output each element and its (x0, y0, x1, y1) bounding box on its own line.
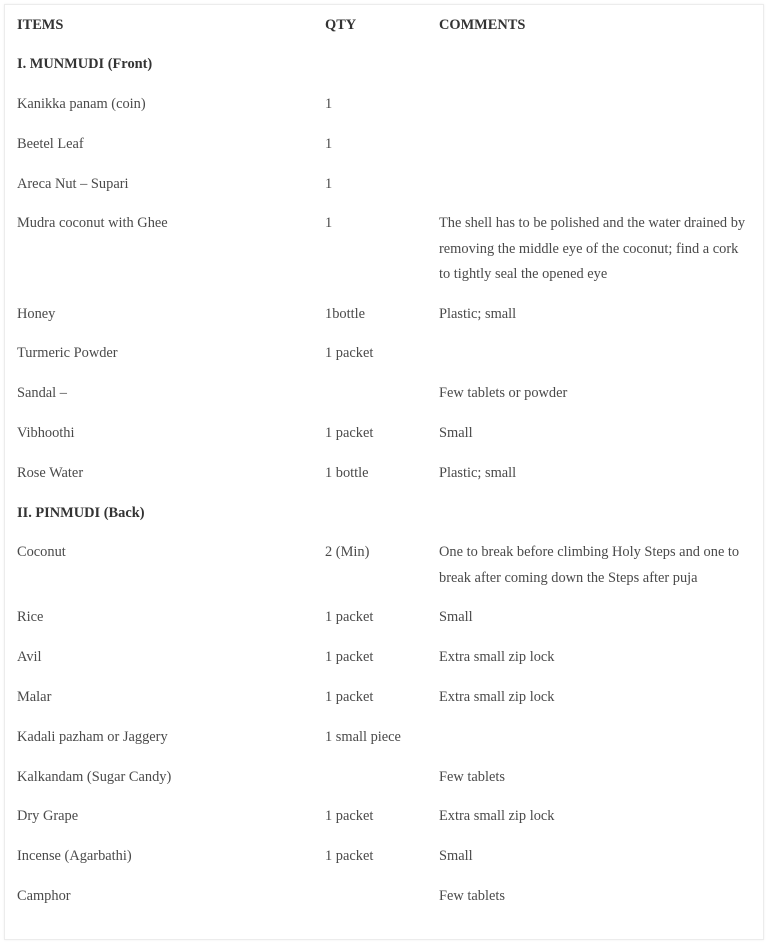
section-row (5, 493, 763, 533)
qty-cell: 1 packet (325, 848, 374, 865)
comment-cell: One to break before climbing Holy Steps and one to break after coming down the Steps after puja (439, 544, 740, 586)
table-row (5, 757, 763, 797)
item-cell: Honey (17, 305, 56, 322)
item-cell: Kalkandam (Sugar Candy) (17, 768, 172, 785)
comment-cell: Few tablets or powder (439, 385, 568, 402)
table-row (5, 837, 763, 877)
item-cell: Sandal – (17, 385, 67, 402)
item-cell: Camphor (17, 887, 71, 904)
item-cell: Turmeric Powder (17, 345, 118, 362)
table-row (5, 334, 763, 374)
qty-cell: 1 (325, 135, 333, 152)
qty-cell: 1 packet (325, 808, 374, 825)
table-row (5, 124, 763, 164)
table-row (5, 598, 763, 638)
header-qty: QTY (325, 17, 357, 34)
items-sheet (4, 4, 764, 940)
section-title: I. MUNMUDI (Front) (17, 56, 153, 73)
comment-cell: Small (439, 848, 473, 865)
qty-cell (313, 757, 427, 797)
table-row (5, 85, 763, 125)
comment-cell: Plastic; small (439, 305, 517, 322)
item-cell: Malar (17, 689, 52, 705)
qty-cell: 1 packet (325, 345, 374, 362)
table-row (5, 533, 763, 598)
comment-cell (427, 334, 763, 374)
table-row (5, 453, 763, 493)
item-cell: Dry Grape (17, 808, 79, 825)
item-cell: Rice (17, 609, 44, 626)
item-cell: Areca Nut – Supari (17, 175, 129, 192)
comment-cell: Plastic; small (439, 464, 517, 481)
table-row (5, 204, 763, 294)
qty-cell: 1 small piece (325, 728, 401, 745)
comment-cell: Extra small zip lock (439, 808, 555, 825)
item-cell: Kanikka panam (coin) (17, 95, 146, 112)
comment-cell: The shell has to be polished and the water drained by removing the middle eye of the coconut; find a cork to tightly seal the opened eye (439, 215, 746, 282)
header-comments: COMMENTS (439, 17, 526, 34)
qty-cell: 1 (325, 95, 333, 112)
comment-cell: Extra small zip lock (439, 689, 555, 705)
table-row (5, 164, 763, 204)
qty-cell: 1bottle (325, 305, 365, 322)
comment-cell: Small (439, 609, 473, 626)
items-table (5, 5, 763, 916)
table-row (5, 678, 763, 718)
qty-cell: 2 (Min) (325, 544, 370, 561)
item-cell: Kadali pazham or Jaggery (17, 728, 168, 745)
qty-cell (313, 877, 427, 917)
header-items: ITEMS (17, 17, 64, 34)
comment-cell: Few tablets (439, 887, 505, 904)
table-row (5, 797, 763, 837)
qty-cell (313, 374, 427, 414)
table-body (5, 45, 763, 917)
qty-cell: 1 (325, 215, 333, 232)
qty-cell: 1 packet (325, 689, 374, 705)
section-row (5, 45, 763, 85)
section-title: II. PINMUDI (Back) (17, 504, 145, 521)
table-row (5, 638, 763, 678)
item-cell: Vibhoothi (17, 425, 75, 442)
qty-cell: 1 packet (325, 425, 374, 442)
qty-cell: 1 packet (325, 609, 374, 626)
comment-cell: Extra small zip lock (439, 649, 555, 666)
item-cell: Mudra coconut with Ghee (17, 215, 168, 232)
table-row (5, 717, 763, 757)
table-row (5, 414, 763, 454)
item-cell: Beetel Leaf (17, 135, 84, 152)
item-cell: Incense (Agarbathi) (17, 848, 132, 865)
item-cell: Rose Water (17, 464, 84, 481)
qty-cell: 1 packet (325, 649, 374, 666)
comment-cell (427, 85, 763, 125)
comment-cell (427, 124, 763, 164)
table-row (5, 294, 763, 334)
table-row (5, 877, 763, 917)
comment-cell (427, 164, 763, 204)
table-row (5, 374, 763, 414)
comment-cell: Few tablets (439, 768, 505, 785)
item-cell: Avil (17, 649, 42, 666)
comment-cell: Small (439, 425, 473, 442)
item-cell: Coconut (17, 544, 66, 561)
table-header-row (5, 5, 763, 45)
qty-cell: 1 bottle (325, 464, 369, 481)
qty-cell: 1 (325, 175, 333, 192)
comment-cell (427, 717, 763, 757)
